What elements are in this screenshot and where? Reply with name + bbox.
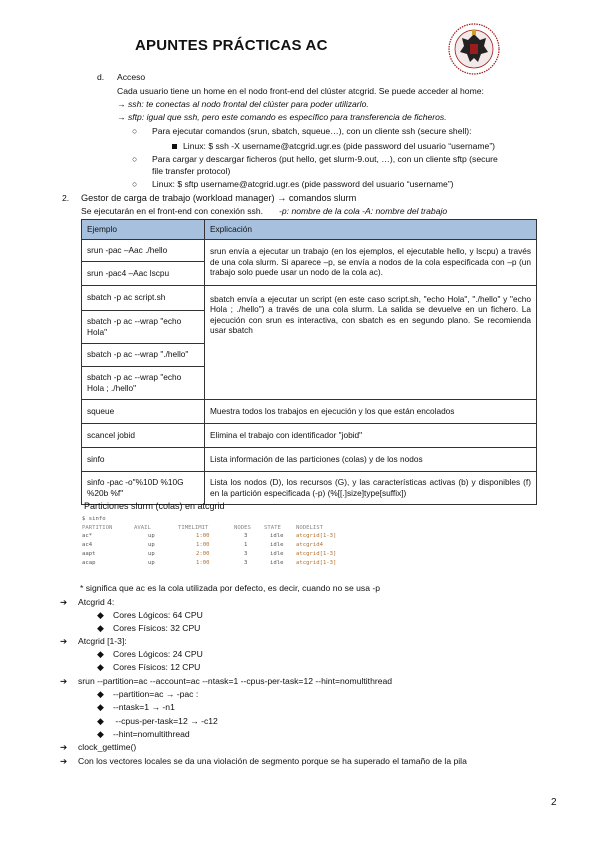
sftp-linux-item: Linux: $ sftp username@atcgrid.ugr.es (pide password del usuario “username”) xyxy=(152,179,454,189)
page-number: 2 xyxy=(551,797,557,808)
partitions-heading: Particiones slurm (colas) en atcgrid xyxy=(84,501,225,511)
explanation-cell: Muestra todos los trabajos en ejecución y los que están encolados xyxy=(205,399,537,423)
diamond-bullet-icon: ◆ xyxy=(97,610,104,620)
circle-bullet-icon: ○ xyxy=(132,179,138,189)
terminal-row: aapt up 2:00 3 idle atcgrid[1-3] xyxy=(82,550,337,557)
example-cell: scancel jobid xyxy=(82,423,205,447)
arrow-bullet-icon: ➔ xyxy=(60,597,68,607)
diamond-bullet-icon: ◆ xyxy=(97,702,104,712)
sftp-description: → sftp: igual que ssh, pero este comando es específico para transferencia de ficheros. xyxy=(117,112,447,122)
table-row xyxy=(82,471,537,504)
arrow-bullet-icon: ➔ xyxy=(60,636,68,646)
example-cell: squeue xyxy=(82,399,205,423)
local-vectors-item: ➔ Con los vectores locales se da una violación de segmento porque se ha superado el tamaño de la pila xyxy=(60,756,467,766)
section-2-label: 2. xyxy=(62,193,70,203)
diamond-bullet-icon: ◆ xyxy=(97,729,104,739)
srun-option-partition: ◆ --partition=ac → -pac : xyxy=(97,689,199,699)
section-2-subline: Se ejecutarán en el front-end con conexión ssh. -p: nombre de la cola -A: nombre del trabajo xyxy=(81,206,448,216)
example-cell: sbatch -p ac --wrap "./hello" xyxy=(82,343,205,366)
terminal-prompt: $ sinfo xyxy=(82,516,106,522)
section-d-label: d. xyxy=(97,72,105,82)
terminal-row: acap up 1:00 3 idle atcgrid[1-3] xyxy=(82,559,337,566)
explanation-cell: Elimina el trabajo con identificador "jobid" xyxy=(205,423,537,447)
ssh-usage-item: Para ejecutar comandos (srun, sbatch, squeue…), con un cliente ssh (secure shell): xyxy=(152,126,472,136)
clock-gettime-item: ➔ clock_gettime() xyxy=(60,742,137,752)
atcgrid4-logical-cores: ◆ Cores Lógicos: 64 CPU xyxy=(97,610,203,620)
atcgrid4-physical-cores: ◆ Cores Físicos: 32 CPU xyxy=(97,623,201,633)
table-row xyxy=(82,423,537,447)
srun-option-ntask: ◆ --ntask=1 → -n1 xyxy=(97,702,175,712)
example-cell: sinfo -pac -o"%10D %10G %20b %f" xyxy=(82,471,205,504)
diamond-bullet-icon: ◆ xyxy=(97,662,104,672)
diamond-bullet-icon: ◆ xyxy=(97,649,104,659)
terminal-row: ac* up 1:00 3 idle atcgrid[1-3] xyxy=(82,533,337,540)
sftp-usage-item-line1: Para cargar y descargar ficheros (put hello, get slurm-9.out, …), con un cliente sftp (secure xyxy=(152,154,498,164)
access-paragraph: Cada usuario tiene un home en el nodo front-end del clúster atcgrid. Se puede acceder al home: xyxy=(117,86,484,96)
atcgrid13-physical-cores: ◆ Cores Físicos: 12 CPU xyxy=(97,662,201,672)
ssh-linux-item: Linux: $ ssh -X username@atcgrid.ugr.es (pide password del usuario “username”) xyxy=(172,141,495,152)
column-header-explicacion: Explicación xyxy=(205,220,537,240)
explanation-cell: Lista los nodos (D), los recursos (G), y las características activas (b) y disponibles (f) en la partición especificada (-p) (%[[.]size]type[suffix]) xyxy=(205,471,537,504)
diamond-bullet-icon: ◆ xyxy=(97,689,104,699)
circle-bullet-icon: ○ xyxy=(132,154,138,164)
slurm-commands-table xyxy=(81,219,537,505)
diamond-bullet-icon: ◆ xyxy=(97,623,104,633)
atcgrid13-logical-cores: ◆ Cores Lógicos: 24 CPU xyxy=(97,649,203,659)
example-cell: sinfo xyxy=(82,447,205,471)
ssh-description: → ssh: te conectas al nodo frontal del clúster para poder utilizarlo. xyxy=(117,99,369,109)
square-bullet-icon xyxy=(172,144,177,149)
example-cell: srun -pac4 –Aac lscpu xyxy=(82,261,205,285)
example-cell: sbatch -p ac script.sh xyxy=(82,285,205,310)
sftp-usage-item-line2: file transfer protocol) xyxy=(152,166,231,176)
explanation-cell: sbatch envía a ejecutar un script (en este caso script.sh, "echo Hola", "./hello" y "echo Hola ; ./hello") a través de una cola slurm. La salida se devuelve en un fichero. La ejecución con srun es interactiva, con sbatch es en segundo plano. Se recomienda usar sbatch xyxy=(205,285,537,399)
page-title: APUNTES PRÁCTICAS AC xyxy=(135,37,328,54)
table-row xyxy=(82,285,537,310)
default-queue-note: * significa que ac es la cola utilizada por defecto, es decir, cuando no se usa -p xyxy=(80,583,381,593)
arrow-bullet-icon: ➔ xyxy=(60,756,68,766)
table-row xyxy=(82,447,537,471)
terminal-header-row: PARTITION AVAIL TIMELIMIT NODES STATE NODELIST xyxy=(82,524,323,531)
arrow-bullet-icon: ➔ xyxy=(60,676,68,686)
explanation-cell: srun envía a ejecutar un trabajo (en los ejemplos, el ejecutable hello, y lscpu) a través de una cola slurm. Si aparece –p, se envía a nodos de la cola especificada con –p (un trabajo solo puede usar un nodo de la cola ac). xyxy=(205,239,537,285)
circle-bullet-icon: ○ xyxy=(132,126,138,136)
table-header-row xyxy=(82,220,537,240)
arrow-bullet-icon: ➔ xyxy=(60,742,68,752)
srun-command-item: ➔ srun --partition=ac --account=ac --ntask=1 --cpus-per-task=12 --hint=nomultithread xyxy=(60,676,393,686)
section-d-heading: Acceso xyxy=(117,72,146,82)
example-cell: srun -pac –Aac ./hello xyxy=(82,239,205,261)
srun-option-cpus: ◆ --cpus-per-task=12 → -c12 xyxy=(97,716,218,726)
column-header-ejemplo: Ejemplo xyxy=(82,220,205,240)
table-row xyxy=(82,239,537,261)
atcgrid13-item: ➔ Atcgrid [1-3]: xyxy=(60,636,127,646)
explanation-cell: Lista información de las particiones (colas) y de los nodos xyxy=(205,447,537,471)
university-crest-icon xyxy=(444,22,504,76)
example-cell: sbatch -p ac --wrap "echo Hola ; ./hello" xyxy=(82,366,205,399)
terminal-row: ac4 up 1:00 1 idle atcgrid4 xyxy=(82,542,323,549)
diamond-bullet-icon: ◆ xyxy=(97,716,104,726)
table-row xyxy=(82,399,537,423)
sinfo-terminal-output xyxy=(82,515,336,567)
srun-option-hint: ◆ --hint=nomultithread xyxy=(97,729,190,739)
atcgrid4-item: ➔ Atcgrid 4: xyxy=(60,597,115,607)
section-2-heading: Gestor de carga de trabajo (workload manager) → comandos slurm xyxy=(81,193,357,203)
example-cell: sbatch -p ac --wrap "echo Hola" xyxy=(82,310,205,343)
